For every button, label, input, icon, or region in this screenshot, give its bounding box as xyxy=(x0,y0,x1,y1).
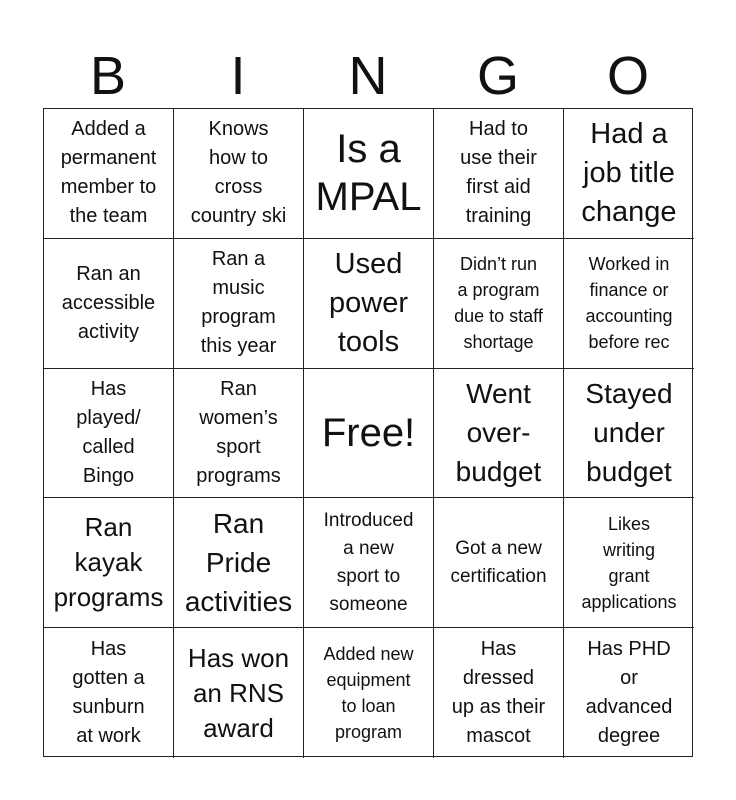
bingo-cell[interactable] xyxy=(44,239,174,369)
bingo-cell[interactable] xyxy=(434,628,564,758)
bingo-cell[interactable] xyxy=(44,628,174,758)
bingo-cell[interactable] xyxy=(564,239,694,369)
bingo-cell[interactable] xyxy=(174,239,304,369)
cell-text: Ran a music program this year xyxy=(200,248,277,358)
bingo-cell[interactable] xyxy=(44,109,174,239)
cell-text: Ran an accessible activity xyxy=(61,262,156,343)
cell-text: Added new equipment to loan program xyxy=(323,644,414,743)
cell-text: Likes writing grant applications xyxy=(581,513,677,612)
bingo-cell[interactable] xyxy=(434,498,564,628)
bingo-cell[interactable] xyxy=(564,369,694,499)
bingo-cell[interactable] xyxy=(564,628,694,758)
bingo-cell[interactable] xyxy=(174,498,304,628)
cell-text: Free! xyxy=(321,410,416,455)
bingo-cell[interactable] xyxy=(564,498,694,628)
bingo-header xyxy=(43,44,693,108)
bingo-cell[interactable] xyxy=(304,498,434,628)
cell-text: Ran kayak programs xyxy=(53,512,164,613)
cell-text: Introduced a new sport to someone xyxy=(323,509,414,615)
cell-text: Stayed under budget xyxy=(585,378,673,488)
bingo-cell[interactable] xyxy=(174,369,304,499)
bingo-cell[interactable] xyxy=(434,369,564,499)
bingo-cell[interactable] xyxy=(564,109,694,239)
bingo-cell[interactable] xyxy=(304,628,434,758)
cell-text: Had a job title change xyxy=(581,117,677,228)
cell-text: Has dressed up as their mascot xyxy=(451,638,546,748)
cell-text: Got a new certification xyxy=(450,537,547,587)
header-letter-i: I xyxy=(230,46,246,106)
bingo-board xyxy=(43,108,693,757)
cell-text: Ran Pride activities xyxy=(184,508,293,618)
cell-text: Used power tools xyxy=(329,247,408,358)
bingo-cell[interactable] xyxy=(44,498,174,628)
cell-text: Didn’t run a program due to staff shortage xyxy=(454,254,543,353)
cell-text: Worked in finance or accounting before rec xyxy=(585,254,673,353)
header-letter-n: N xyxy=(348,46,388,106)
header-letter-b: B xyxy=(89,46,127,106)
cell-text: Is a MPAL xyxy=(315,127,422,220)
cell-text: Has played/ called Bingo xyxy=(76,377,141,487)
bingo-cell[interactable] xyxy=(434,239,564,369)
cell-text: Ran women’s sport programs xyxy=(196,377,281,487)
bingo-cell[interactable] xyxy=(304,239,434,369)
cell-text: Had to use their first aid training xyxy=(460,118,537,228)
bingo-cell[interactable] xyxy=(174,109,304,239)
bingo-cell[interactable] xyxy=(44,369,174,499)
cell-text: Has gotten a sunburn at work xyxy=(72,638,145,748)
bingo-cell[interactable] xyxy=(174,628,304,758)
bingo-cell[interactable] xyxy=(304,109,434,239)
cell-text: Has won an RNS award xyxy=(187,642,290,743)
cell-text: Has PHD or advanced degree xyxy=(585,638,673,748)
header-letter-g: G xyxy=(476,46,519,106)
header-letter-o: O xyxy=(606,46,649,106)
cell-text: Knows how to cross country ski xyxy=(190,118,287,228)
cell-text: Added a permanent member to the team xyxy=(60,118,157,228)
cell-text: Went over- budget xyxy=(455,378,542,488)
bingo-cell[interactable] xyxy=(434,109,564,239)
bingo-cell free-space[interactable] xyxy=(304,369,434,499)
